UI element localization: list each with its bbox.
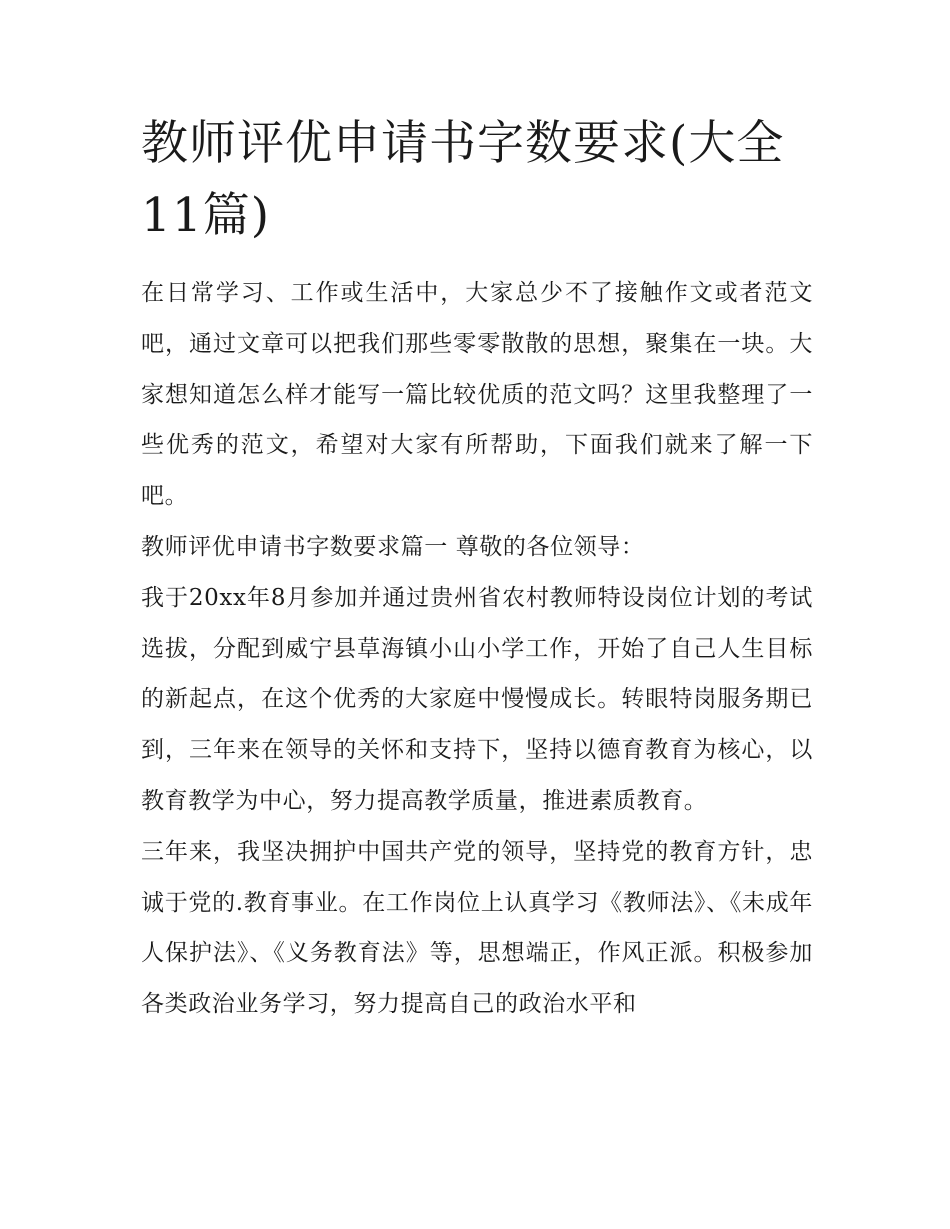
document-page	[141, 108, 813, 1030]
intro-paragraph: 在日常学习、工作或生活中，大家总少不了接触作文或者范文吧，通过文章可以把我们那些零零散散的思想，聚集在一块。大家想知道怎么样才能写一篇比较优质的范文吗？这里我整理了一些优秀的范文，希望对大家有所帮助，下面我们就来了解一下吧。	[141, 280, 813, 510]
body-paragraph: 我于20xx年8月参加并通过贵州省农村教师特设岗位计划的考试选拔，分配到威宁县草海镇小山小学工作，开始了自己人生目标的新起点，在这个优秀的大家庭中慢慢成长。转眼特岗服务期已到，三年来在领导的关怀和支持下，坚持以德育教育为核心，以教育教学为中心，努力提高教学质量，推进素质教育。	[141, 584, 813, 814]
document-body	[141, 268, 813, 1030]
body-paragraph: 三年来，我坚决拥护中国共产党的领导，坚持党的教育方针，忠诚于党的.教育事业。在工作岗位上认真学习《教师法》、《未成年人保护法》、《义务教育法》等，思想端正，作风正派。积极参加各类政治业务学习，努力提高自己的政治水平和	[141, 838, 813, 1018]
document-title: 教师评优申请书字数要求(大全11篇)	[141, 116, 785, 243]
section-heading-paragraph: 教师评优申请书字数要求篇一 尊敬的各位领导：	[141, 533, 645, 560]
